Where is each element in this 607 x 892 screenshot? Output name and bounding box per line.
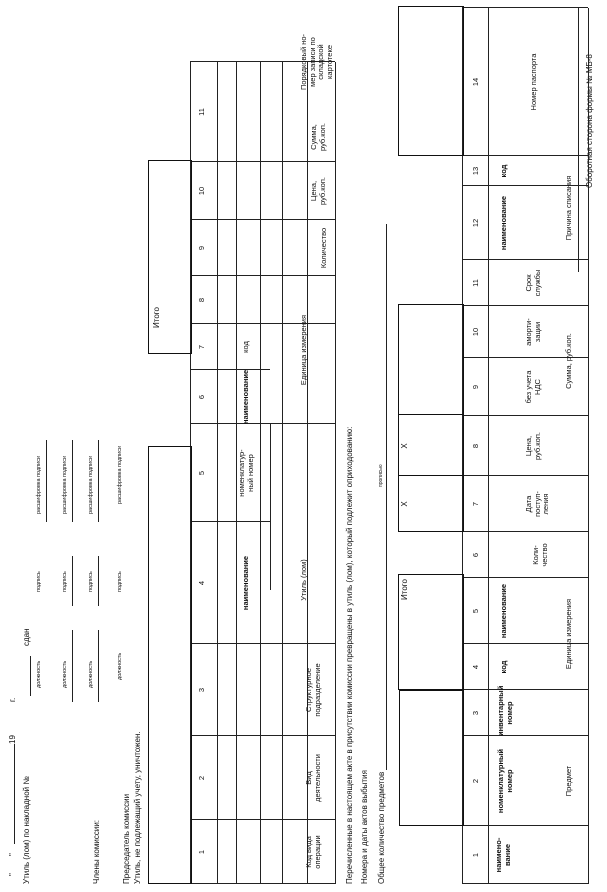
col-num: 7 <box>471 501 480 507</box>
sig-position: должность <box>117 652 123 680</box>
bcol-num: 3 <box>197 687 206 693</box>
bh-sum: Сумма, руб.коп. <box>309 123 327 151</box>
th-sum: Сумма, руб.коп. <box>564 333 573 389</box>
sig-signature: подпись <box>88 571 94 592</box>
th-reason: Причина списания <box>564 175 573 241</box>
bh-price: Цена, руб.коп. <box>309 177 327 205</box>
bh-scrap: Утиль (лом) <box>299 559 308 601</box>
date-quote-open: " <box>8 873 17 876</box>
col-num: 13 <box>471 166 480 176</box>
bcol-num: 1 <box>197 849 206 855</box>
col-num: 1 <box>471 852 480 858</box>
intro-text: Перечисленные в настоящем акте в присутствии комиссии превращены в утиль (лом), который подлежит оприходованию: <box>345 426 354 884</box>
sig-decoding: расшифровка подписи <box>88 455 94 514</box>
bh-unit-code: код <box>241 341 250 353</box>
bh-scrap-name: наименование <box>241 555 250 611</box>
bcol-num: 10 <box>197 186 206 196</box>
th-price: Цена, руб.коп. <box>524 432 542 460</box>
th-reason-code: код <box>499 164 508 178</box>
sig-signature: подпись <box>36 571 42 592</box>
bh-scrap-nom: номенклатур- ный номер <box>237 449 255 497</box>
th-passport: Номер паспорта <box>529 53 538 111</box>
col-num: 9 <box>471 384 480 390</box>
th-predmet-name: наимено- вание <box>494 837 512 873</box>
bottom-total-label: Итого <box>152 307 161 328</box>
sig-signature: подпись <box>62 571 68 592</box>
th-sum-amort: аморти- зации <box>524 318 542 346</box>
bh-dept: Структурное подразделение <box>304 663 322 717</box>
chairman-label: Председатель комиссии <box>122 793 131 884</box>
bcol-num: 2 <box>197 775 206 781</box>
bh-activity: Вид деятельности <box>304 754 322 802</box>
bh-op-code: Код вида операции <box>304 835 322 869</box>
th-inv: инвентарный номер <box>496 685 514 736</box>
sig-position: должность <box>62 660 68 688</box>
sig-decoding: расшифровка подписи <box>36 455 42 514</box>
invoice-label: Утиль (лом) по накладной № <box>22 776 31 884</box>
sig-position: должность <box>88 660 94 688</box>
th-unit-code: код <box>499 660 508 674</box>
date-quote-close: " <box>8 853 17 856</box>
propisyu-hint: прописью <box>378 464 384 487</box>
col-num: 14 <box>471 77 480 87</box>
sig-signature: подпись <box>117 571 123 592</box>
th-unit-name: наименование <box>499 583 508 639</box>
members-label: Члены комиссии: <box>92 819 101 884</box>
bcol-num: 5 <box>197 470 206 476</box>
th-sum-vat: без учета НДС <box>524 370 542 404</box>
col-num: 2 <box>471 778 480 784</box>
bh-qty: Количество <box>319 227 328 269</box>
bh-unit-name: наименование <box>241 369 250 424</box>
year-prefix: 19 <box>8 735 17 744</box>
bcol-num: 7 <box>197 344 206 350</box>
col-num: 8 <box>471 443 480 449</box>
col-num: 10 <box>471 327 480 337</box>
th-predmet: Предмет <box>564 765 573 797</box>
col-num: 3 <box>471 710 480 716</box>
th-reason-name: наименование <box>499 195 508 251</box>
bcol-num: 6 <box>197 394 206 400</box>
col-num: 6 <box>471 552 480 558</box>
top-total-label: Итого <box>400 579 409 600</box>
col-num: 4 <box>471 664 480 670</box>
th-date: Дата поступ- ления <box>524 491 551 517</box>
col-num: 11 <box>471 279 480 287</box>
th-predmet-nom: номенклатурный номер <box>496 748 514 814</box>
th-term: Срок службы <box>524 269 542 297</box>
bcol-num: 11 <box>197 108 206 116</box>
bh-seq: Порядковый но- мер записи по складской картотеке <box>299 33 334 91</box>
destroyed-text: Утиль, не подлежащий учету, уничтожен. <box>133 731 142 884</box>
invoice-handed: сдан <box>22 628 31 646</box>
col-num: 12 <box>471 218 480 228</box>
sig-decoding: расшифровка подписи <box>117 445 123 504</box>
top-total-x-price: Х <box>400 443 409 449</box>
year-suffix: г. <box>8 697 17 702</box>
sig-position: должность <box>36 660 42 688</box>
acts-label: Номера и даты актов выбытия <box>360 770 369 884</box>
th-unit: Единица измерения <box>564 598 573 670</box>
bh-unit: Единица измерения <box>299 314 308 386</box>
bcol-num: 9 <box>197 245 206 251</box>
top-total-x-date: Х <box>400 501 409 507</box>
sig-decoding: расшифровка подписи <box>62 455 68 514</box>
form-caption: Оборотная сторона формы № МБ-8 <box>585 54 594 188</box>
col-num: 5 <box>471 608 480 614</box>
th-qty: Коли- чество <box>531 543 549 567</box>
total-items-label: Общее количество предметов <box>377 771 386 884</box>
bcol-num: 8 <box>197 297 206 303</box>
bcol-num: 4 <box>197 580 206 586</box>
